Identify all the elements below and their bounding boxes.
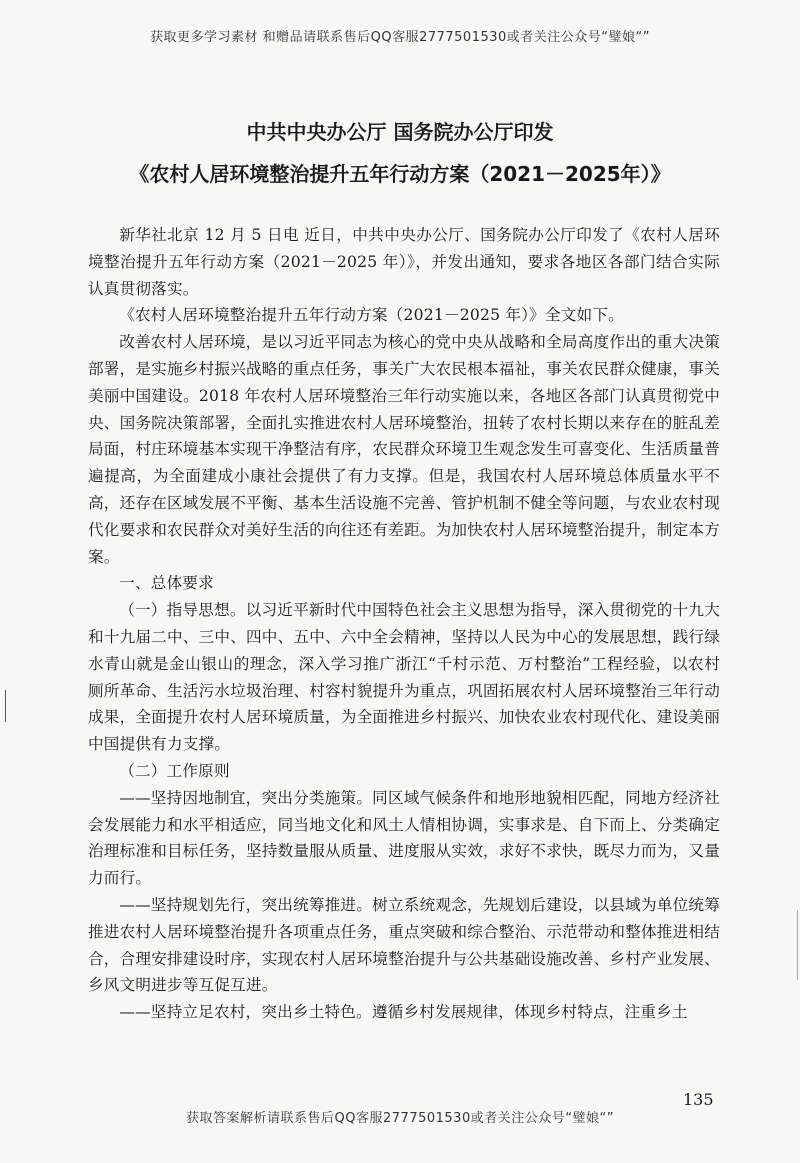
subsection-heading: （二）工作原则 — [119, 761, 230, 780]
paragraph-background: 改善农村人居环境，是以习近平同志为核心的党中央从战略和全局高度作出的重大决策部署，是实施乡村振兴战略的重点任务，事关广大农民根本福祉，事关农民群众健康，事关美丽中国建设。2018 年农村人居环境整治三年行动实施以来，各地区各部门认真贯彻党中央、国务院决策部署，全面扎实推进农村人居环境整治，扭转了农村长期以来存在的脏乱差局面，村庄环境基本实现干净整洁有序，农民群众环境卫生观念发生可喜变化、生活质量普遍提高，为全面建成小康社会提供了有力支撑。但是，我国农村人居环境总体质量水平不高，还存在区域发展不平衡、基本生活设施不完善、管护机制不健全等问题，与农业农村现代化要求和农民群众对美好生活的向往还有差距。为加快农村人居环境整治提升，制定本方案。 — [88, 333, 720, 566]
paragraph-intro: 新华社北京 12 月 5 日电 近日，中共中央办公厅、国务院办公厅印发了《农村人居环境整治提升五年行动方案（2021－2025 年）》，并发出通知，要求各地区各部门结合实际认真贯彻落实。 — [88, 226, 720, 298]
document-title-line2: 《农村人居环境整治提升五年行动方案（2021－2025年）》 — [129, 162, 671, 186]
section-heading: 一、总体要求 — [119, 574, 214, 593]
scan-margin-mark — [5, 690, 6, 722]
paragraph-fulltext: 《农村人居环境整治提升五年行动方案（2021－2025 年）》全文如下。 — [119, 306, 624, 325]
page-number: 135 — [683, 1090, 714, 1109]
scan-fold-mark — [797, 910, 798, 980]
paragraph-principle-1: ——坚持因地制宜，突出分类施策。同区域气候条件和地形地貌相匹配，同地方经济社会发展能力和水平相适应，同当地文化和风土人情相协调，实事求是、自下而上、分类确定治理标准和目标任务，坚持数量服从质量、进度服从实效，求好不求快，既尽力而为，又量力而行。 — [88, 788, 720, 888]
footer-promo-note: 获取答案解析请联系售后QQ客服2777501530或者关注公众号“璧娘“” — [186, 1111, 614, 1126]
document-body — [88, 222, 720, 1026]
paragraph-principle-2: ——坚持规划先行，突出统筹推进。树立系统观念，先规划后建设，以县域为单位统筹推进农村人居环境整治提升各项重点任务，重点突破和综合整治、示范带动和整体推进相结合，合理安排建设时序，实现农村人居环境整治提升与公共基础设施改善、乡村产业发展、乡风文明进步等互促互进。 — [88, 895, 720, 995]
header-promo-note: 获取更多学习素材 和赠品请联系售后QQ客服2777501530或者关注公众号“璧娘“” — [149, 30, 650, 45]
document-title-line1: 中共中央办公厅 国务院办公厅印发 — [246, 120, 554, 144]
paragraph-guiding-thought: （一）指导思想。以习近平新时代中国特色社会主义思想为指导，深入贯彻党的十九大和十九届二中、三中、四中、五中、六中全会精神，坚持以人民为中心的发展思想，践行绿水青山就是金山银山的理念，深入学习推广浙江“千村示范、万村整治”工程经验，以农村厕所革命、生活污水垃圾治理、村容村貌提升为重点，巩固拓展农村人居环境整治三年行动成果，全面提升农村人居环境质量，为全面推进乡村振兴、加快农业农村现代化、建设美丽中国提供有力支撑。 — [88, 601, 720, 754]
paragraph-principle-3: ——坚持立足农村，突出乡土特色。遵循乡村发展规律，体现乡村特点，注重乡土 — [119, 1003, 688, 1022]
